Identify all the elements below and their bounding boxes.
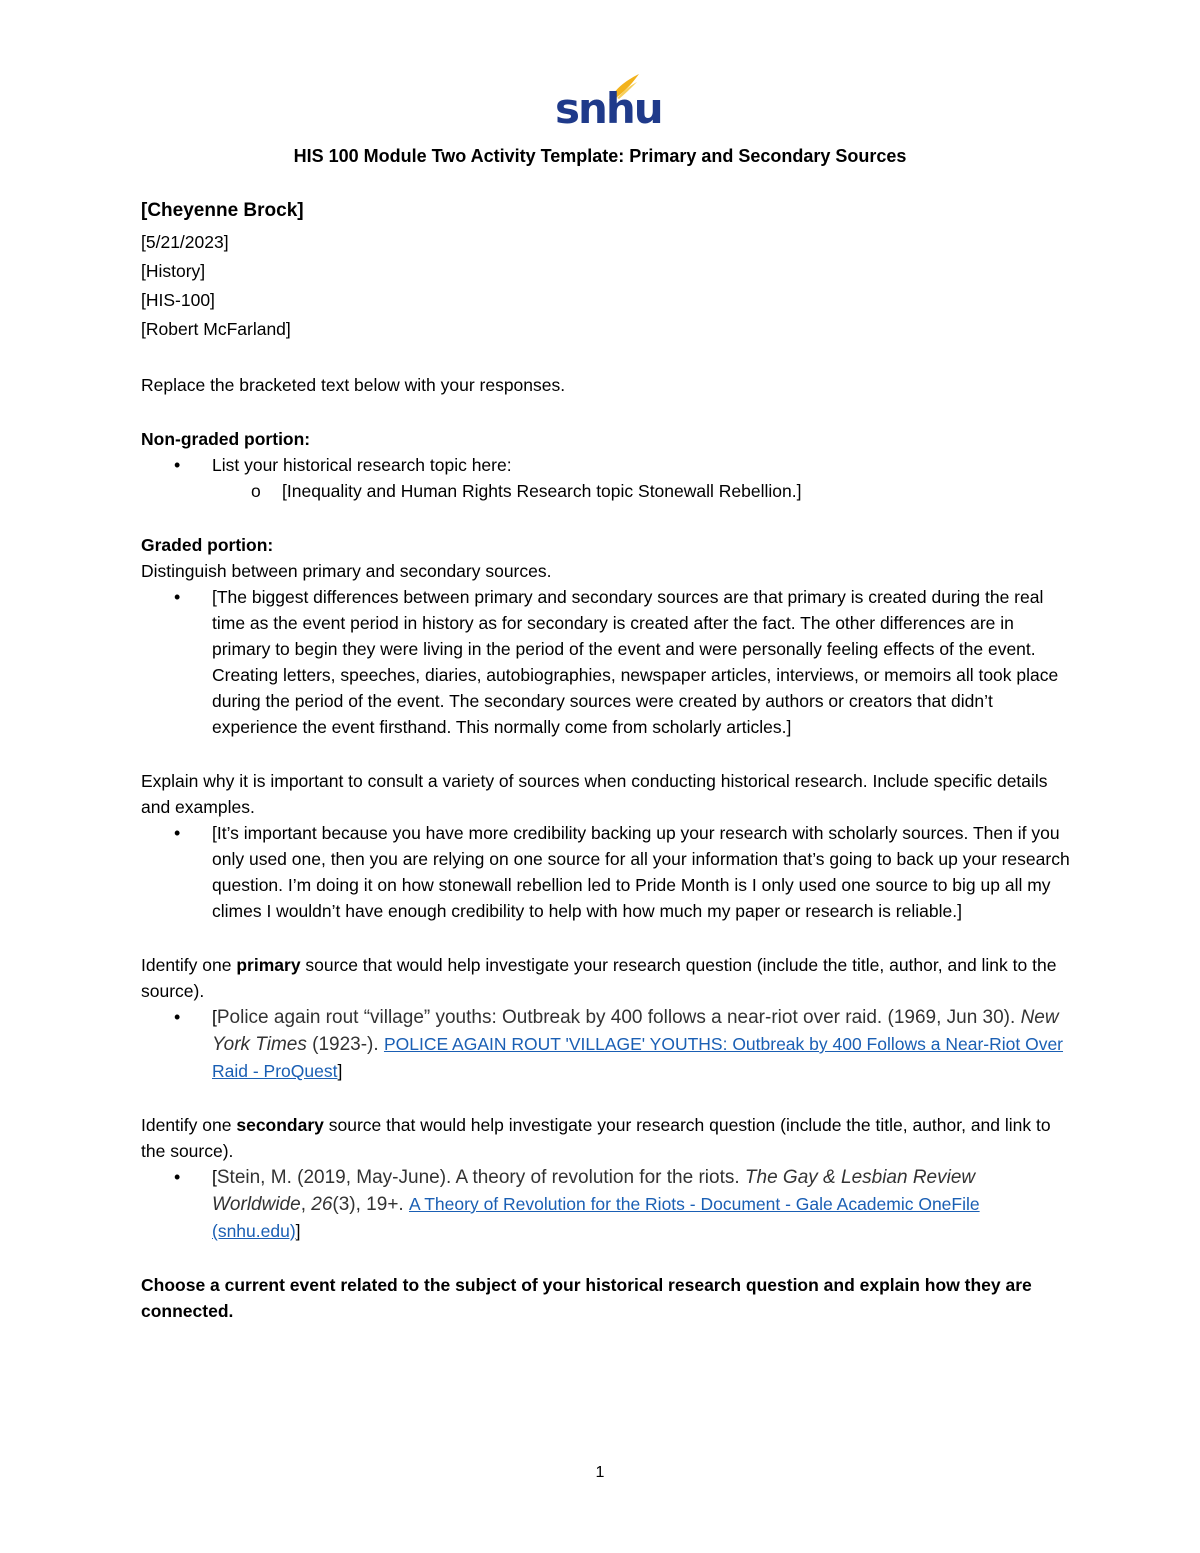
- instructions: Replace the bracketed text below with your responses.: [141, 375, 566, 395]
- non-graded-heading: Non-graded portion:: [141, 429, 311, 449]
- graded-heading: Graded portion:: [141, 535, 274, 555]
- answer-1: • [The biggest differences between primary and secondary sources are that primary is created during the real time as the event period in history as for secondary is created after the fact. The other differences are in primary to begin they were living in the period of the event and were personally feeling effects of the event. Creating letters, speeches, diaries, autobiographies, newspaper articles, interviews, or memoirs all took place during the period of the event. The secondary sources were created by authors or creators that didn’t experience the event firsthand. This normally come from scholarly articles.]: [141, 584, 1071, 740]
- question-3: Identify one primary source that would help investigate your research question (include the title, author, and link to the source).: [141, 955, 1057, 1001]
- answer-3-list: [141, 1004, 1071, 1084]
- answer-4-list: [141, 1164, 1071, 1244]
- secondary-citation: Stein, M. (2019, May-June). A theory of revolution for the riots.: [216, 1167, 745, 1188]
- document-title: HIS 100 Module Two Activity Template: Primary and Secondary Sources: [293, 146, 907, 166]
- instructor-name: [Robert McFarland]: [141, 319, 291, 339]
- topic-prompt: • List your historical research topic here:: [141, 452, 1071, 478]
- answer-1-list: [141, 584, 1071, 740]
- document-body: [141, 196, 1071, 1324]
- question-2: Explain why it is important to consult a variety of sources when conducting historical research. Include specific details and examples.: [141, 771, 1048, 817]
- page-number: 1: [595, 1464, 605, 1481]
- primary-journal: New York Times: [212, 1007, 1059, 1055]
- question-1: Distinguish between primary and secondary sources.: [141, 561, 552, 581]
- non-graded-list: [141, 452, 1071, 504]
- logo-text: snhu: [555, 84, 662, 133]
- submission-date: [5/21/2023]: [141, 232, 229, 252]
- snhu-logo: [555, 72, 662, 133]
- secondary-source-link[interactable]: A Theory of Revolution for the Riots - Document - Gale Academic OneFile (snhu.edu): [212, 1194, 980, 1241]
- subject-name: [History]: [141, 261, 206, 281]
- answer-2: • [It’s important because you have more credibility backing up your research with scholarly sources. Then if you only used one, then you are relying on one source for all your information that’s going to back up your research question. I’m doing it on how stonewall rebellion led to Pride Month is I only used one source to big up all my climes I wouldn’t have enough credibility to help with how much my paper or research is reliable.]: [141, 820, 1071, 924]
- course-code: [HIS-100]: [141, 290, 215, 310]
- answer-2-list: [141, 820, 1071, 924]
- primary-source-link[interactable]: POLICE AGAIN ROUT 'VILLAGE' YOUTHS: Outbreak by 400 Follows a Near-Riot Over Raid - ProQuest: [212, 1034, 1064, 1081]
- question-4: Identify one secondary source that would help investigate your research question (include the title, author, and link to the source).: [141, 1115, 1051, 1161]
- topic-answer: o [Inequality and Human Rights Research topic Stonewall Rebellion.]: [141, 478, 1071, 504]
- secondary-journal: The Gay & Lesbian Review Worldwide: [212, 1167, 976, 1215]
- question-5: Choose a current event related to the subject of your historical research question and explain how they are connected.: [141, 1275, 1032, 1321]
- student-name: [Cheyenne Brock]: [141, 200, 304, 221]
- answer-4: • [Stein, M. (2019, May-June). A theory of revolution for the riots. The Gay & Lesbian Review Worldwide, 26(3), 19+. A Theory of Revolution for the Riots - Document - Gale Academic OneFile (snhu.edu)]: [141, 1164, 1071, 1244]
- answer-3: • [Police again rout “village” youths: Outbreak by 400 follows a near-riot over raid. (1969, Jun 30). New York Times (1923-). POLICE AGAIN ROUT 'VILLAGE' YOUTHS: Outbreak by 400 Follows a Near-Riot Over Raid - ProQuest]: [141, 1004, 1071, 1084]
- primary-citation: Police again rout “village” youths: Outbreak by 400 follows a near-riot over raid. (1969, Jun 30).: [216, 1007, 1021, 1028]
